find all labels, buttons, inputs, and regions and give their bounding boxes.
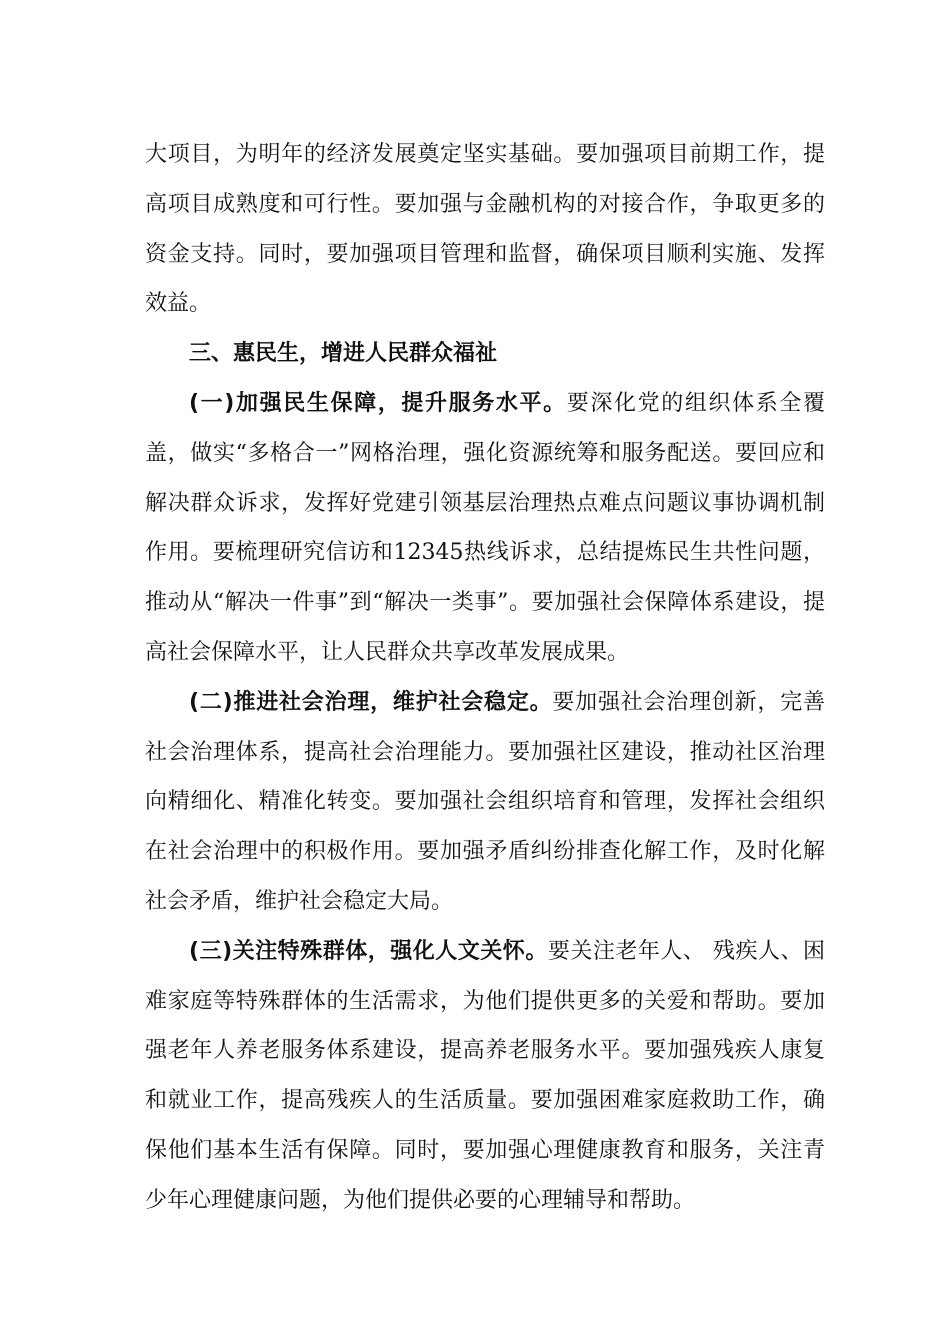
subsection-2 xyxy=(145,678,825,927)
subsection-1-lead: (一)加强民生保障，提升服务水平。 xyxy=(189,390,567,416)
continuation-paragraph: 大项目，为明年的经济发展奠定坚实基础。要加强项目前期工作，提高项目成熟度和可行性。要加强与金融机构的对接合作，争取更多的资金支持。同时，要加强项目管理和监督，确保项目顺利实施、发挥效益。 xyxy=(145,142,825,317)
subsection-2-body: 要加强社会治理创新，完善社会治理体系，提高社会治理能力。要加强社区建设，推动社区治理向精细化、精准化转变。要加强社会组织培育和管理，发挥社会组织在社会治理中的积极作用。要加强矛盾纠纷排查化解工作，及时化解社会矛盾，维护社会稳定大局。 xyxy=(145,689,825,914)
subsection-1 xyxy=(145,379,825,678)
subsection-3-body: 要关注老年人、 残疾人、困难家庭等特殊群体的生活需求，为他们提供更多的关爱和帮助。要加强老年人养老服务体系建设，提高养老服务水平。要加强残疾人康复和就业工作，提高残疾人的生活质量。要加强困难家庭救助工作，确保他们基本生活有保障。同时，要加强心理健康教育和服务，关注青少年心理健康问题，为他们提供必要的心理辅导和帮助。 xyxy=(145,938,825,1213)
document-body xyxy=(145,130,825,1226)
subsection-3-lead: (三)关注特殊群体，强化人文关怀。 xyxy=(189,938,548,964)
section-heading: 三、惠民生，增进人民群众福祉 xyxy=(189,341,498,367)
subsection-2-lead: (二)推进社会治理，维护社会稳定。 xyxy=(189,689,553,715)
subsection-1-body: 要深化党的组织体系全覆盖，做实“多格合一”网格治理，强化资源统筹和服务配送。要回应和解决群众诉求，发挥好党建引领基层治理热点难点问题议事协调机制作用。要梳理研究信访和12345热线诉求，总结提炼民生共性问题，推动从“解决一件事”到“解决一类事”。要加强社会保障体系建设，提高社会保障水平，让人民群众共享改革发展成果。 xyxy=(145,390,825,665)
subsection-3 xyxy=(145,927,825,1226)
